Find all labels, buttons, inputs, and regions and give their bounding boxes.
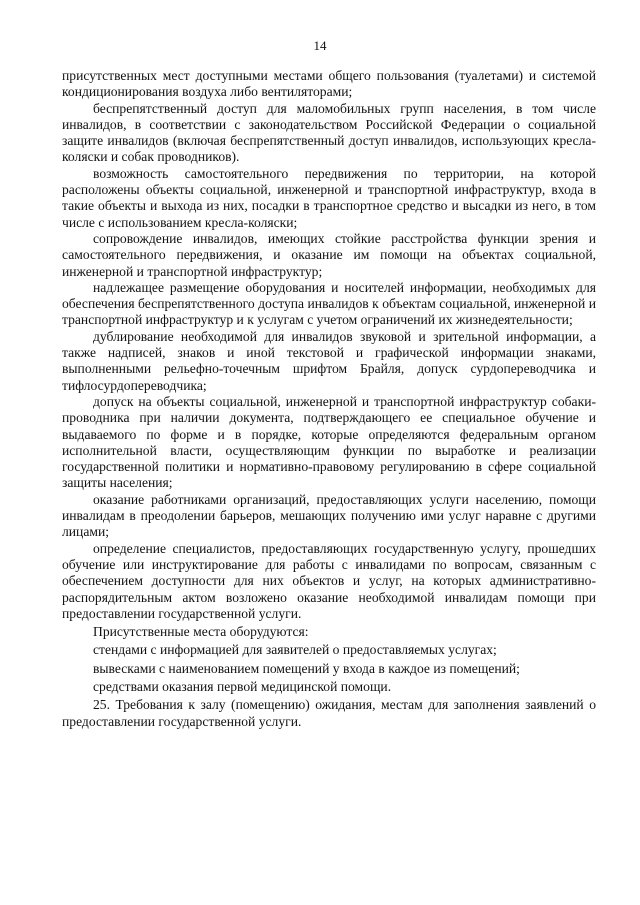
page-number: 14 [313, 38, 327, 53]
paragraph: надлежащее размещение оборудования и носителей информации, необходимых для обеспечения беспрепятственного доступа инвалидов к объектам социальной, инженерной и транспортной инфраструктур и к услугам с учетом ограничений их жизнедеятельности; [62, 279, 596, 328]
paragraph: беспрепятственный доступ для маломобильных групп населения, в том числе инвалидов, в соответствии с законодательством Российской Федерации о социальной защите инвалидов (включая беспрепятственный доступ инвалидов, использующих кресла-коляски и собак проводников). [62, 100, 596, 165]
paragraph: присутственных мест доступными местами общего пользования (туалетами) и системой кондиционирования воздуха либо вентиляторами; [62, 68, 596, 100]
paragraph: стендами с информацией для заявителей о предоставляемых услугах; [93, 642, 497, 658]
paragraph: сопровождение инвалидов, имеющих стойкие расстройства функции зрения и самостоятельного передвижения, и оказание им помощи на объектах социальной, инженерной и транспортной инфраструктур; [62, 230, 596, 279]
paragraph: возможность самостоятельного передвижения по территории, на которой расположены объекты социальной, инженерной и транспортной инфраструктур, входа в такие объекты и выхода из них, посадки в транспортное средство и высадки из него, в том числе с использованием кресла-коляски; [62, 165, 596, 230]
paragraph: определение специалистов, предоставляющих государственную услугу, прошедших обучение или инструктирование для работы с инвалидами по вопросам, связанным с обеспечением доступности для них объектов и услуг, на которых административно-распорядительным актом возложено оказание необходимой инвалидам помощи при предоставлении государственной услуги. [62, 540, 596, 621]
paragraph: вывесками с наименованием помещений у входа в каждое из помещений; [93, 660, 520, 676]
paragraph: оказание работниками организаций, предоставляющих услуги населению, помощи инвалидам в преодолении барьеров, мешающих получению ими услуг наравне с другими лицами; [62, 491, 596, 540]
document-body [62, 68, 596, 730]
paragraph: средствами оказания первой медицинской помощи. [93, 678, 392, 694]
paragraph: Присутственные места оборудуются: [93, 624, 309, 640]
paragraph: дублирование необходимой для инвалидов звуковой и зрительной информации, а также надписей, знаков и иной текстовой и графической информации знаками, выполненными рельефно-точечным шрифтом Брайля, допуск сурдопереводчика и тифлосурдопереводчика; [62, 328, 596, 393]
paragraph: допуск на объекты социальной, инженерной и транспортной инфраструктур собаки-проводника при наличии документа, подтверждающего ее специальное обучение и выдаваемого по форме и в порядке, которые определяются федеральным органом исполнительной власти, осуществляющим функции по выработке и реализации государственной политики и нормативно-правовому регулированию в сфере социальной защиты населения; [62, 393, 596, 491]
paragraph: 25. Требования к залу (помещению) ожидания, местам для заполнения заявлений о предоставлении государственной услуги. [62, 697, 596, 729]
